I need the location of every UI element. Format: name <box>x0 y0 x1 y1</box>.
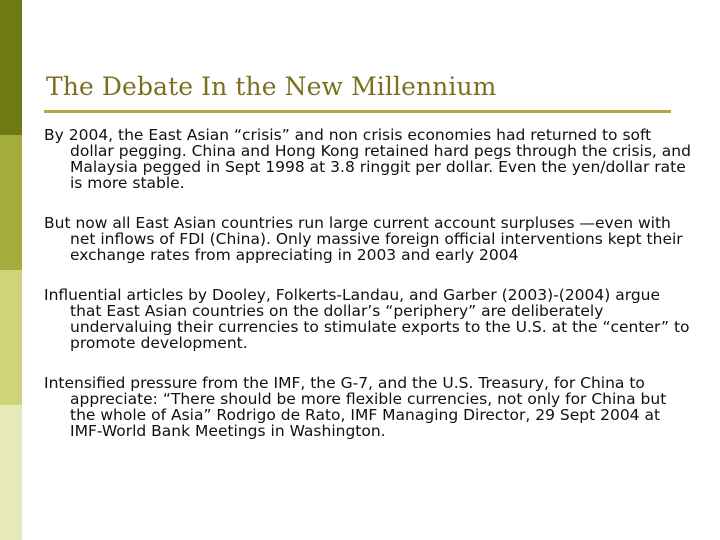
paragraph-soft-dollar-pegging: By 2004, the East Asian “crisis” and non crisis economies had returned to soft dollar pegging. China and Hong Kong retained hard pegs through the crisis, and Malaysia pegged in Sept 1998 at 3.8 ringgit per dollar. Even the yen/dollar rate is more stable. <box>44 126 691 192</box>
title-underline <box>44 110 671 113</box>
sidebar-band-1 <box>0 0 22 135</box>
paragraph-intensified-pressure: Intensified pressure from the IMF, the G-7, and the U.S. Treasury, for China to appreciate: “There should be more flexible currencies, not only for China but the whole of Asia” Rodrigo de Rato, IMF Managing Director, 29 Sept 2004 at IMF-World Bank Meetings in Washington. <box>44 374 667 440</box>
sidebar-band-4 <box>0 405 22 540</box>
sidebar-band-2 <box>0 135 22 270</box>
paragraph-influential-articles: Influential articles by Dooley, Folkerts-Landau, and Garber (2003)-(2004) argue that East Asian countries on the dollar’s “periphery” are deliberately undervaluing their currencies to stimulate exports to the U.S. at the “center” to promote development. <box>44 286 690 352</box>
sidebar-band-3 <box>0 270 22 405</box>
slide-title: The Debate In the New Millennium <box>46 72 497 101</box>
paragraph-current-account-surpluses: But now all East Asian countries run large current account surpluses —even with net inflows of FDI (China). Only massive foreign official interventions kept their exchange rates from appreciating in 2003 and early 2004 <box>44 214 683 264</box>
slide-body <box>44 127 694 463</box>
